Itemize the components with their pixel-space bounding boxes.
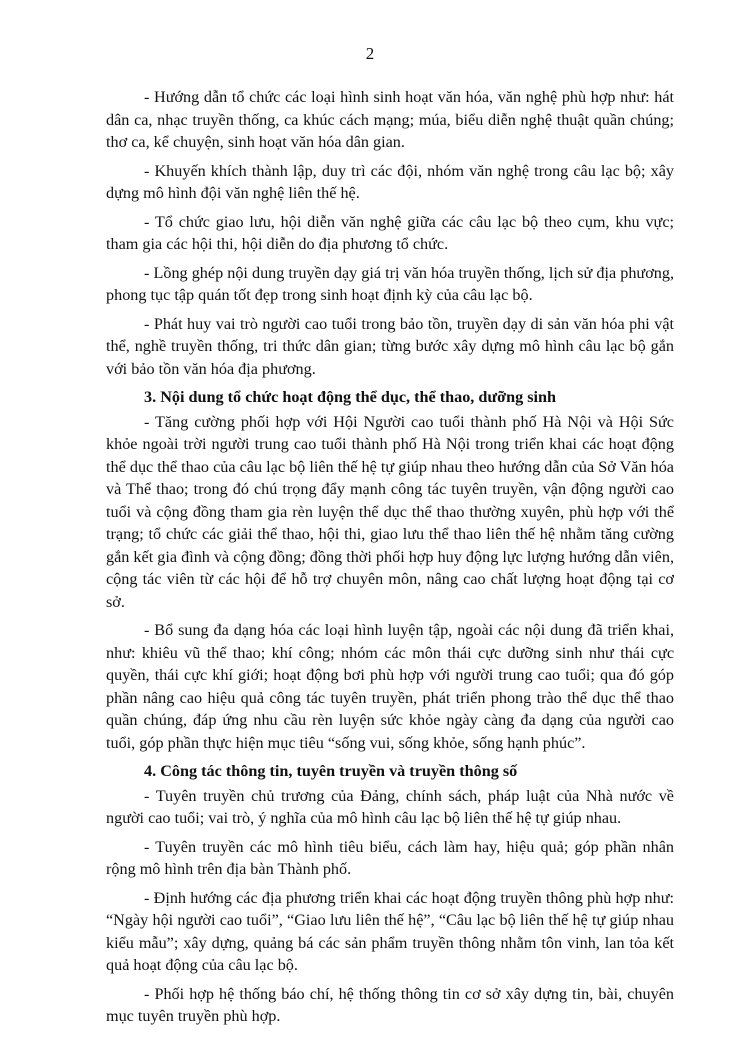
section-heading-sports: 3. Nội dung tổ chức hoạt động thể dục, thể thao, dưỡng sinh bbox=[144, 388, 557, 406]
paragraph-sports-diversify: - Bổ sung đa dạng hóa các loại hình luyện tập, ngoài các nội dung đã triển khai, như: khiêu vũ thể thao; khí công; nhóm các môn thái cực dưỡng sinh như thái cực quyền, thái cực khí giới; hoạt động bơi phù hợp với người trung cao tuổi; qua đó góp phần nâng cao hiệu quả công tác tuyên truyền, phát triển phong trào thể dục thể thao quần chúng, đáp ứng nhu cầu rèn luyện sức khỏe ngày càng đa dạng của người cao tuổi, góp phần thực hiện mục tiêu “sống vui, sống khỏe, sống hạnh phúc”. bbox=[106, 621, 674, 752]
paragraph-culture-exchange: - Tổ chức giao lưu, hội diễn văn nghệ giữa các câu lạc bộ theo cụm, khu vực; tham gia các hội thi, hội diễn do địa phương tổ chức. bbox=[106, 212, 674, 253]
paragraph-comm-events: - Định hướng các địa phương triển khai các hoạt động truyền thông phù hợp như: “Ngày hội người cao tuổi”, “Giao lưu liên thế hệ”, “Câu lạc bộ liên thế hệ tự giúp nhau kiểu mẫu”; xây dựng, quảng bá các sản phẩm truyền thông nhằm tôn vinh, lan tỏa kết quả hoạt động của câu lạc bộ. bbox=[106, 888, 674, 974]
paragraph-comm-models: - Tuyên truyền các mô hình tiêu biểu, cách làm hay, hiệu quả; góp phần nhân rộng mô hình trên địa bàn Thành phố. bbox=[106, 837, 674, 878]
paragraph-culture-heritage: - Phát huy vai trò người cao tuổi trong bảo tồn, truyền dạy di sản văn hóa phi vật thể, nghề truyền thống, tri thức dân gian; từng bước xây dựng mô hình câu lạc bộ gắn với bảo tồn văn hóa địa phương. bbox=[106, 314, 674, 378]
document-body bbox=[106, 86, 674, 1034]
paragraph-culture-teams: - Khuyến khích thành lập, duy trì các đội, nhóm văn nghệ trong câu lạc bộ; xây dựng mô hình đội văn nghệ liên thế hệ. bbox=[106, 161, 674, 202]
paragraph-sports-coordination: - Tăng cường phối hợp với Hội Người cao tuổi thành phố Hà Nội và Hội Sức khỏe ngoài trời người trung cao tuổi thành phố Hà Nội trong triển khai các hoạt động thể dục thể thao của câu lạc bộ liên thế hệ tự giúp nhau theo hướng dẫn của Sở Văn hóa và Thể thao; trong đó chú trọng đẩy mạnh công tác tuyên truyền, vận động người cao tuổi và cộng đồng tham gia rèn luyện thể dục thể thao thường xuyên, phù hợp với thể trạng; tổ chức các giải thể thao, hội thi, giao lưu thể thao liên thế hệ nhằm tăng cường gắn kết gia đình và cộng đồng; đồng thời phối hợp huy động lực lượng hướng dẫn viên, cộng tác viên từ các hội để hỗ trợ chuyên môn, nâng cao chất lượng hoạt động tại cơ sở. bbox=[106, 412, 674, 611]
paragraph-comm-policy: - Tuyên truyền chủ trương của Đảng, chính sách, pháp luật của Nhà nước về người cao tuổi; vai trò, ý nghĩa của mô hình câu lạc bộ liên thế hệ tự giúp nhau. bbox=[106, 786, 674, 827]
paragraph-comm-press: - Phối hợp hệ thống báo chí, hệ thống thông tin cơ sở xây dựng tin, bài, chuyên mục tuyên truyền phù hợp. bbox=[106, 984, 674, 1025]
paragraph-culture-values: - Lồng ghép nội dung truyền dạy giá trị văn hóa truyền thống, lịch sử địa phương, phong tục tập quán tốt đẹp trong sinh hoạt định kỳ của câu lạc bộ. bbox=[106, 263, 674, 304]
paragraph-culture-guidance: - Hướng dẫn tổ chức các loại hình sinh hoạt văn hóa, văn nghệ phù hợp như: hát dân ca, nhạc truyền thống, ca khúc cách mạng; múa, biểu diễn nghệ thuật quần chúng; thơ ca, kể chuyện, sinh hoạt văn hóa dân gian. bbox=[106, 88, 674, 151]
page-number: 2 bbox=[365, 44, 375, 63]
section-heading-communication: 4. Công tác thông tin, tuyên truyền và truyền thông số bbox=[144, 762, 518, 780]
